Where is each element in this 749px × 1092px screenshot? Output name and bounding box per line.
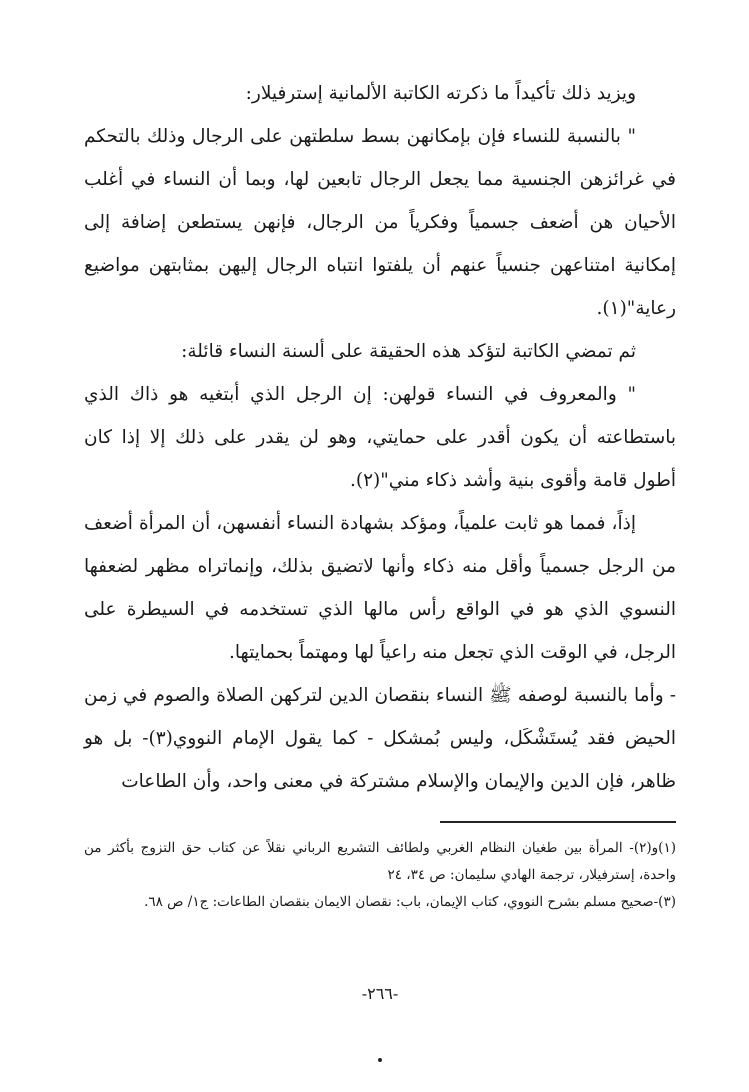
footnote-3: (٣)-صحيح مسلم بشرح النووي، كتاب الإيمان، باب: نقصان الايمان بنقصان الطاعات: ج١/ ص ٦٨.: [144, 894, 676, 910]
paragraph-5: إذاً، فمما هو ثابت علمياً، ومؤكد بشهادة النساء أنفسهن، أن المرأة أضعف من الرجل جسمياً وأقل منه ذكاء وأنها لاتضيق بذلك، وإنماتراه مظهر لضعفها النسوي الذي هو في الواقع رأس مالها الذي تستخدمه في السيطرة على الرجل، في الوقت الذي تجعل منه راعياً لها ومهتماً بحمايتها.: [84, 513, 676, 663]
paragraph-2: " بالنسبة للنساء فإن بإمكانهن بسط سلطتهن على الرجال وذلك بالتحكم في غرائزهن الجنسية مما يجعل الرجال تابعين لها، وبما أن النساء في أغلب الأحيان هن أضعف جسمياً وفكرياً من الرجال، فإنهن يستطعن إضافة إلى إمكانية امتناعهن جنسياً عنهم أن يلفتوا انتباه الرجال إليهن بمثابتهن مواضيع رعاية"(١).: [84, 126, 676, 319]
page-number: -٢٦٦-: [361, 984, 399, 1003]
scan-speck: [378, 1058, 382, 1062]
book-page: [84, 72, 676, 1072]
paragraph-6: - وأما بالنسبة لوصفه ﷺ النساء بنقصان الدين لتركهن الصلاة والصوم في زمن الحيض فقد يُستَشْكَل، وليس بُمشكل - كما يقول الإمام النووي(٣)- بل هو ظاهر، فإن الدين والإيمان والإسلام مشتركة في معنى واحد، وأن الطاعات: [84, 685, 676, 792]
footnote-divider: [440, 821, 676, 823]
main-text: [84, 72, 676, 803]
footnotes: [84, 835, 676, 916]
paragraph-1: ويزيد ذلك تأكيداً ما ذكرته الكاتبة الألمانية إسترفيلار:: [245, 83, 636, 104]
footnote-1-2: (١)و(٢)- المرأة بين طغيان النظام الغربي ولطائف التشريع الرباني نقلاً عن كتاب حق التزوج بأكثر من واحدة، إسترفيلار، ترجمة الهادي سليمان: ص ٣٤، ٢٤: [84, 840, 676, 883]
paragraph-3: ثم تمضي الكاتبة لتؤكد هذه الحقيقة على ألسنة النساء قائلة:: [181, 341, 636, 362]
paragraph-4: " والمعروف في النساء قولهن: إن الرجل الذي أبتغيه هو ذاك الذي باستطاعته أن يكون أقدر على حمايتي، وهو لن يقدر على ذلك إلا إذا كان أطول قامة وأقوى بنية وأشد ذكاء مني"(٢).: [84, 384, 676, 491]
